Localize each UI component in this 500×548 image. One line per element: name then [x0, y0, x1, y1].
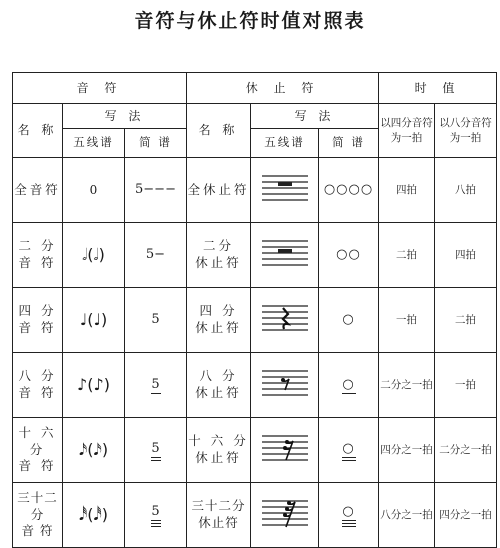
- underline-1: [342, 393, 356, 394]
- note-name: 四 分 音 符: [13, 288, 63, 353]
- thirtysecond-rest-staff-icon: [260, 498, 310, 528]
- rest-jianpu: ○: [342, 504, 355, 519]
- duration-group-header: 时 值: [379, 73, 497, 104]
- rest-jianpu-cell: [319, 483, 379, 548]
- sixteenth-rest-staff-icon: [260, 433, 310, 463]
- note-jianpu: 5−−−: [125, 158, 187, 223]
- note-name: 十 六 分 音 符: [13, 418, 63, 483]
- underline-1: [151, 393, 161, 394]
- rest-staff-cell: [251, 223, 319, 288]
- duration-table: [12, 72, 497, 548]
- note-jianpu: 5−: [125, 223, 187, 288]
- note-jianpu: 5: [151, 440, 160, 456]
- table-row: [13, 158, 497, 223]
- rest-jianpu: ○: [342, 440, 355, 456]
- page-title: 音符与休止符时值对照表: [134, 10, 366, 32]
- note-staff-symbol: 𝅗𝅥(𝅗𝅥): [63, 223, 125, 288]
- rest-group-header: 休 止 符: [187, 73, 379, 104]
- table-row: [13, 418, 497, 483]
- underline-3: [342, 526, 356, 527]
- note-group-header: 音 符: [13, 73, 187, 104]
- quarter-beats: 八分之一拍: [379, 483, 435, 548]
- rest-staff-cell: [251, 353, 319, 418]
- underline-1: [342, 457, 356, 458]
- rest-name: 三十二分 休止符: [187, 483, 251, 548]
- note-staff-symbol: ♩(♩): [63, 288, 125, 353]
- rest-jianpu: ○: [342, 377, 355, 392]
- rest-jianpu: ○: [319, 288, 379, 353]
- rest-staff-cell: [251, 418, 319, 483]
- note-jianpu-cell: [125, 418, 187, 483]
- rest-staff-cell: [251, 483, 319, 548]
- rest-name-header: 名 称: [187, 104, 251, 158]
- note-jianpu: 5: [125, 288, 187, 353]
- eighth-beats: 四拍: [435, 223, 497, 288]
- underline-1: [342, 520, 356, 521]
- underline-1: [151, 457, 161, 458]
- note-jianpu-cell: [125, 353, 187, 418]
- note-staff-header: 五线谱: [63, 129, 125, 158]
- note-name: 二 分 音 符: [13, 223, 63, 288]
- underline-2: [151, 460, 161, 461]
- rest-staff-cell: [251, 288, 319, 353]
- eighth-beats: 八拍: [435, 158, 497, 223]
- rest-jianpu-header: 简 谱: [319, 129, 379, 158]
- underline-3: [151, 526, 161, 527]
- table-row: [13, 483, 497, 548]
- table-row: [13, 288, 497, 353]
- rest-name: 二分 休止符: [187, 223, 251, 288]
- quarter-beats: 四分之一拍: [379, 418, 435, 483]
- rest-name: 八 分 休止符: [187, 353, 251, 418]
- note-staff-symbol: ♪(♪): [63, 353, 125, 418]
- note-jianpu: 5: [151, 377, 160, 392]
- rest-jianpu: ○○: [319, 223, 379, 288]
- note-staff-symbol: 𝅘𝅥𝅯(𝅘𝅥𝅯): [63, 418, 125, 483]
- quarter-beats: 一拍: [379, 288, 435, 353]
- eighth-beats: 二分之一拍: [435, 418, 497, 483]
- rest-name: 全休止符: [187, 158, 251, 223]
- eighth-rest-staff-icon: [260, 368, 310, 398]
- rest-writing-header: 写 法: [251, 104, 379, 129]
- rest-name: 十 六 分 休止符: [187, 418, 251, 483]
- underline-2: [151, 523, 161, 524]
- underline-1: [151, 520, 161, 521]
- quarter-rest-staff-icon: [260, 303, 310, 333]
- eighth-beats: 四分之一拍: [435, 483, 497, 548]
- rest-staff-header: 五线谱: [251, 129, 319, 158]
- rest-jianpu-cell: [319, 353, 379, 418]
- rest-name: 四 分 休止符: [187, 288, 251, 353]
- eighth-beat-header: 以八分音符为一拍: [435, 104, 497, 158]
- rest-jianpu-cell: [319, 418, 379, 483]
- note-staff-symbol: 0: [63, 158, 125, 223]
- rest-jianpu: ○○○○: [319, 158, 379, 223]
- rest-staff-cell: [251, 158, 319, 223]
- note-name-header: 名 称: [13, 104, 63, 158]
- half-rest-staff-icon: [260, 238, 310, 268]
- note-jianpu-header: 简 谱: [125, 129, 187, 158]
- underline-2: [342, 523, 356, 524]
- note-writing-header: 写 法: [63, 104, 187, 129]
- eighth-beats: 一拍: [435, 353, 497, 418]
- quarter-beats: 二拍: [379, 223, 435, 288]
- table-row: [13, 353, 497, 418]
- note-name: 八 分 音 符: [13, 353, 63, 418]
- quarter-beats: 二分之一拍: [379, 353, 435, 418]
- note-name: 全音符: [13, 158, 63, 223]
- note-jianpu: 5: [151, 504, 160, 519]
- whole-rest-staff-icon: [260, 173, 310, 203]
- note-staff-symbol: 𝅘𝅥𝅰(𝅘𝅥𝅰): [63, 483, 125, 548]
- note-name: 三十二分 音 符: [13, 483, 63, 548]
- underline-2: [342, 460, 356, 461]
- note-jianpu-cell: [125, 483, 187, 548]
- table-row: [13, 223, 497, 288]
- quarter-beat-header: 以四分音符为一拍: [379, 104, 435, 158]
- eighth-beats: 二拍: [435, 288, 497, 353]
- quarter-beats: 四拍: [379, 158, 435, 223]
